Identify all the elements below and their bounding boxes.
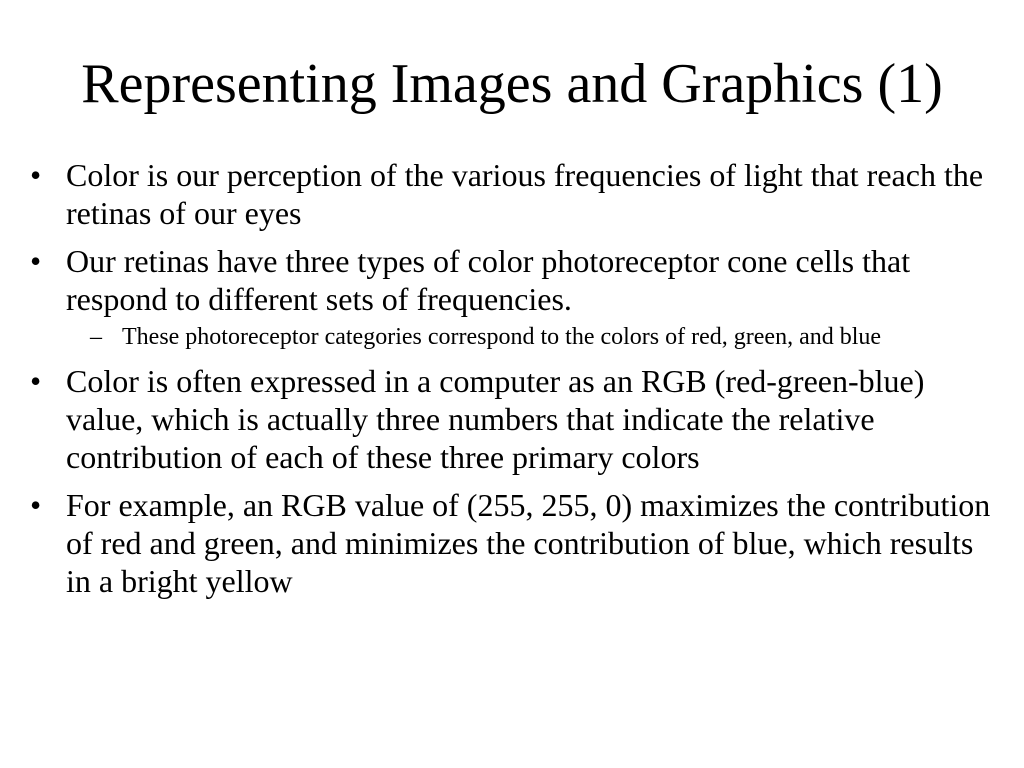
bullet-marker: • bbox=[30, 487, 42, 523]
bullet-item bbox=[28, 486, 996, 600]
sub-bullet-marker: – bbox=[90, 324, 102, 350]
bullet-marker: • bbox=[30, 157, 42, 193]
sub-bullet-item bbox=[78, 322, 996, 352]
bullet-item bbox=[28, 156, 996, 232]
slide-title: Representing Images and Graphics (1) bbox=[81, 53, 943, 115]
sub-bullet-list bbox=[66, 322, 996, 352]
bullet-marker: • bbox=[30, 363, 42, 399]
bullet-list bbox=[28, 156, 996, 610]
sub-bullet-text: These photoreceptor categories correspond to the colors of red, green, and blue bbox=[122, 324, 882, 350]
bullet-item bbox=[28, 362, 996, 476]
bullet-text: Color is often expressed in a computer as an RGB (red-green-blue) value, which is actually three numbers that indicate the relative contribution of each of these three primary colors bbox=[66, 363, 925, 475]
bullet-text: Our retinas have three types of color photoreceptor cone cells that respond to different sets of frequencies. bbox=[66, 243, 911, 317]
bullet-text: Color is our perception of the various frequencies of light that reach the retinas of our eyes bbox=[66, 157, 984, 231]
bullet-item bbox=[28, 242, 996, 352]
bullet-marker: • bbox=[30, 243, 42, 279]
bullet-text: For example, an RGB value of (255, 255, 0) maximizes the contribution of red and green, and minimizes the contribution of blue, which results in a bright yellow bbox=[66, 487, 991, 599]
